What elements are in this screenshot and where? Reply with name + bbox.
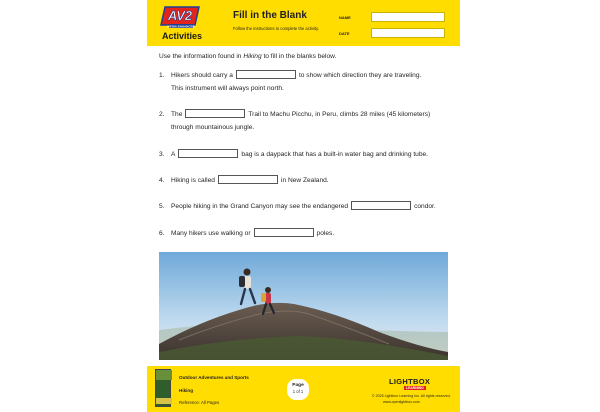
question-text: to show which direction they are traveling. [298, 72, 422, 79]
answer-blank-5[interactable] [351, 201, 411, 210]
page-indicator [287, 379, 309, 400]
question-number: 1. [159, 72, 165, 79]
instructions-book: Hiking [243, 53, 262, 60]
question-continuation: through mountainous jungle. [171, 124, 255, 131]
hikers-illustration [159, 252, 448, 360]
worksheet-subtitle: Follow the instructions to complete the activity. [233, 26, 320, 31]
question-3 [159, 149, 428, 159]
question-text: Hiking is called [171, 177, 215, 184]
logo-text: Activities [161, 31, 203, 41]
footer-band [147, 366, 460, 412]
answer-blank-4[interactable] [218, 175, 278, 184]
name-field[interactable] [371, 12, 445, 22]
reference: Reference: All Pages [179, 400, 220, 405]
question-text: Trail to Machu Picchu, in Peru, climbs 28 miles (45 kilometers) [248, 111, 431, 118]
question-text: in New Zealand. [280, 177, 329, 184]
answer-blank-6[interactable] [254, 228, 314, 237]
instructions-after: to fill in the blanks below. [261, 53, 337, 60]
question-5 [159, 201, 436, 211]
worksheet-page [147, 0, 460, 412]
page-label: Page [292, 383, 304, 388]
question-text: bag is a daypack that has a built-in water bag and drinking tube. [241, 151, 428, 158]
av2-badge-icon [159, 5, 203, 29]
question-number: 5. [159, 203, 165, 210]
page-count: 1 of 1 [292, 389, 304, 394]
copyright: © 2025 Lightbox Learning Inc. All rights reserved. [372, 394, 451, 398]
instructions-before: Use the information found in [159, 53, 244, 60]
av2-logo [155, 5, 209, 43]
question-text: People hiking in the Grand Canyon may see the endangered [171, 203, 349, 210]
question-number: 2. [159, 111, 165, 118]
question-text: condor. [414, 203, 436, 210]
instructions [159, 53, 336, 60]
book-cover-icon [155, 369, 171, 407]
question-text: Hikers should carry a [171, 72, 233, 79]
lightbox-learning-label: LEARNING [406, 385, 424, 390]
question-number: 6. [159, 230, 165, 237]
question-6 [159, 228, 334, 238]
question-4 [159, 175, 329, 185]
question-number: 4. [159, 177, 165, 184]
header-band [147, 0, 460, 46]
answer-blank-2[interactable] [185, 109, 245, 118]
question-text: Many hikers use walking or [171, 230, 251, 237]
question-1 [159, 70, 421, 93]
question-text: poles. [316, 230, 335, 237]
name-label: NAME [339, 15, 351, 20]
series-name: Outdoor Adventures and Sports [179, 375, 249, 380]
question-text: A [171, 151, 176, 158]
date-field[interactable] [371, 28, 445, 38]
logo-tagline: MEDIA ENHANCED [167, 24, 195, 29]
question-number: 3. [159, 151, 165, 158]
hikers-photo [159, 252, 448, 360]
website: www.openlightbox.com [383, 400, 420, 404]
question-text: The [171, 111, 183, 118]
question-continuation: This instrument will always point north. [171, 85, 284, 92]
lightbox-logo: LIGHTBOX [389, 377, 431, 386]
answer-blank-3[interactable] [178, 149, 238, 158]
date-label: DATE [339, 31, 350, 36]
worksheet-title: Fill in the Blank [233, 10, 307, 21]
book-title: Hiking [179, 388, 194, 393]
question-2 [159, 109, 430, 132]
logo-badge-text: AV2 [167, 8, 193, 23]
answer-blank-1[interactable] [236, 70, 296, 79]
